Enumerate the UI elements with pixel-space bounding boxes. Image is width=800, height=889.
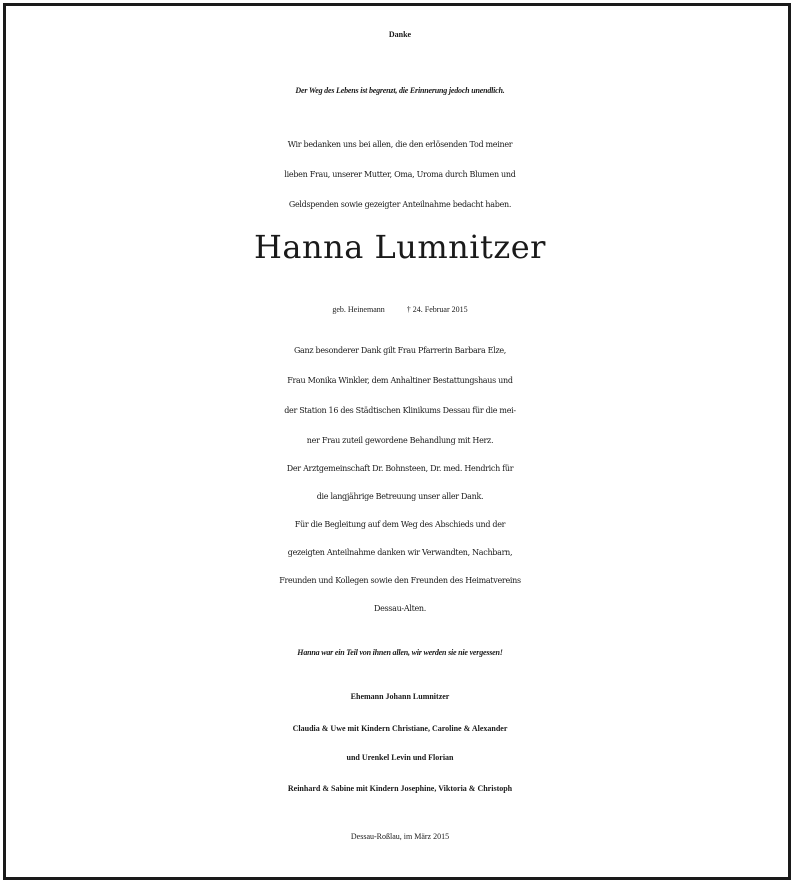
intro-line: Geldspenden sowie gezeigter Anteilnahme bedacht haben.	[288, 200, 512, 209]
deceased-name: Hanna Lumnitzer	[254, 228, 546, 266]
closing-motto: Hanna war ein Teil von ihnen allen, wir werden sie nie vergessen!	[297, 648, 503, 657]
thanks-line: Ganz besonderer Dank gilt Frau Pfarrerin Barbara Elze,	[293, 346, 507, 355]
family-line: Reinhard & Sabine mit Kindern Josephine, Viktoria & Christoph	[287, 784, 513, 793]
intro-line: Wir bedanken uns bei allen, die den erlösenden Tod meiner	[287, 140, 513, 149]
motto: Der Weg des Lebens ist begrenzt, die Erinnerung jedoch unendlich.	[295, 86, 505, 95]
family-line: Ehemann Johann Lumnitzer	[350, 692, 450, 701]
death-date: † 24. Februar 2015	[406, 305, 468, 314]
thanks-line: Freunden und Kollegen sowie den Freunden des Heimatvereins	[279, 576, 521, 585]
place-date: Dessau-Roßlau, im März 2015	[350, 832, 450, 841]
birth-name: geb. Heinemann	[332, 305, 385, 314]
thanks-line: gezeigten Anteilnahme danken wir Verwandten, Nachbarn,	[287, 548, 513, 557]
thanks-line: Für die Begleitung auf dem Weg des Abschieds und der	[294, 520, 506, 529]
family-line: Claudia & Uwe mit Kindern Christiane, Caroline & Alexander	[292, 724, 508, 733]
thanks-line: ner Frau zuteil gewordene Behandlung mit Herz.	[306, 436, 494, 445]
birth-death-line	[0, 305, 800, 314]
thanks-line: Dessau-Alten.	[373, 604, 427, 613]
thanks-line: Frau Monika Winkler, dem Anhaltiner Bestattungshaus und	[287, 376, 513, 385]
family-line: und Urenkel Levin und Florian	[346, 753, 454, 762]
thanks-line: die langjährige Betreuung unser aller Dank.	[316, 492, 484, 501]
thanks-line: der Station 16 des Städtischen Klinikums Dessau für die mei-	[284, 406, 516, 415]
notice-title: Danke	[388, 30, 412, 39]
thanks-line: Der Arztgemeinschaft Dr. Bohnsteen, Dr. med. Hendrich für	[286, 464, 514, 473]
intro-line: lieben Frau, unserer Mutter, Oma, Uroma durch Blumen und	[284, 170, 516, 179]
